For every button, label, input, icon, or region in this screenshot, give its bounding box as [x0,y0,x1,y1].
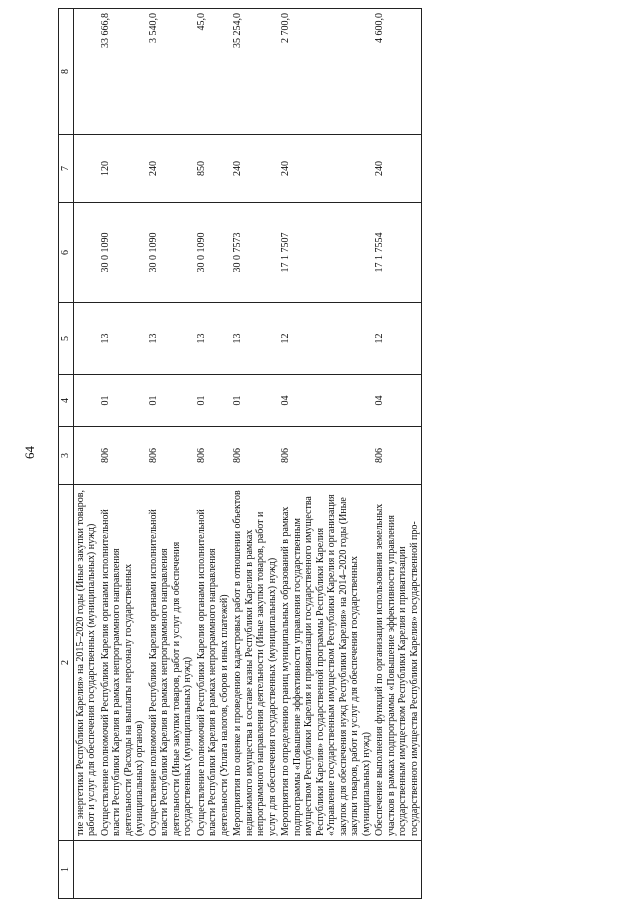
cell-target-article: 17 1 7507 [279,203,373,303]
cell-target-article: 30 0 1090 [99,203,147,303]
cell-amount: 45,0 [195,9,232,135]
header-col-4: 4 [59,375,74,427]
header-col-7: 7 [59,135,74,203]
cell-expense-type: 850 [195,135,232,203]
cell-blank [195,841,232,899]
cell-subsection: 13 [99,303,147,375]
cell-ministry-code: 806 [231,427,279,485]
cell-amount: 33 666,8 [99,9,147,135]
table-row [279,9,373,899]
cell-blank [99,841,147,899]
table-row [373,9,422,899]
cell-amount [73,9,99,135]
cell-subsection: 13 [147,303,195,375]
cell-expense-type: 240 [279,135,373,203]
header-col-8: 8 [59,9,74,135]
cell-ministry-code: 806 [195,427,232,485]
cell-expense-type: 240 [231,135,279,203]
cell-target-article: 30 0 7573 [231,203,279,303]
header-col-3: 3 [59,427,74,485]
cell-target-article: 30 0 1090 [195,203,232,303]
cell-ministry-code: 806 [279,427,373,485]
table-row [99,9,147,899]
cell-amount: 35 254,0 [231,9,279,135]
cell-expense-type [73,135,99,203]
table-row [73,9,99,899]
cell-expense-type: 120 [99,135,147,203]
cell-description: Мероприятия по определению границ муниципальных образований в рамках подпрограммы «Повышение эффективности управления государственным имуществом Республики Карелия и приватизации государственного имущества Республики Карелия» государственной программы Республики Карелия «Управление государственным имуществом Республики Карелия и организация закупок для обеспечения нужд Республики Карелия» на 2014–2020 годы (Иные закупки товаров, работ и услуг для обеспечения государственных (муниципальных) нужд) [279,485,373,841]
cell-subsection: 13 [231,303,279,375]
cell-ministry-code: 806 [373,427,422,485]
cell-expense-type: 240 [373,135,422,203]
header-row [59,9,74,899]
header-col-5: 5 [59,303,74,375]
cell-target-article [73,203,99,303]
cell-blank [231,841,279,899]
cell-amount: 2 700,0 [279,9,373,135]
cell-description: Осуществление полномочий Республики Карелия органами исполнительной власти Республики Карелия в рамках непрограммного направления деятельности (Иные закупки товаров, работ и услуг для обеспечения государственных (муниципальных) нужд) [147,485,195,841]
cell-section: 04 [373,375,422,427]
cell-ministry-code [73,427,99,485]
cell-section: 01 [195,375,232,427]
cell-blank [73,841,99,899]
cell-section: 01 [231,375,279,427]
cell-section [73,375,99,427]
cell-subsection: 13 [195,303,232,375]
cell-blank [147,841,195,899]
cell-description: Мероприятия по оценке и проведению кадастровых работ в отношении объектов недвижимого имущества в составе казны Республики Карелия в рамках непрограммного направления деятельности (Иные закупки товаров, работ и услуг для обеспечения государственных (муниципальных) нужд) [231,485,279,841]
cell-amount: 3 540,0 [147,9,195,135]
table-row [147,9,195,899]
cell-subsection: 12 [279,303,373,375]
cell-section: 04 [279,375,373,427]
cell-target-article: 17 1 7554 [373,203,422,303]
cell-section: 01 [147,375,195,427]
header-col-1: 1 [59,841,74,899]
cell-blank [279,841,373,899]
table-row [195,9,232,899]
cell-description: тие энергетики Республики Карелия» на 2015–2020 годы (Иные закупки товаров, работ и услуг для обеспечения государственных (муниципальных) нужд) [73,485,99,841]
cell-subsection [73,303,99,375]
cell-amount: 4 600,0 [373,9,422,135]
cell-section: 01 [99,375,147,427]
cell-subsection: 12 [373,303,422,375]
cell-ministry-code: 806 [99,427,147,485]
budget-table [58,8,422,899]
cell-ministry-code: 806 [147,427,195,485]
cell-expense-type: 240 [147,135,195,203]
cell-target-article: 30 0 1090 [147,203,195,303]
cell-description: Обеспечение выполнения функций по организации использования земельных участков в рамках подпрограммы «Повышение эффективности управления государственным имуществом Республики Карелия и приватизации государственного имущества Республики Карелия» государственной про- [373,485,422,841]
header-col-6: 6 [59,203,74,303]
header-col-2: 2 [59,485,74,841]
page-number: 64 [22,446,37,459]
table-row [231,9,279,899]
cell-description: Осуществление полномочий Республики Карелия органами исполнительной власти Республики Карелия в рамках непрограммного направления деятельности (Уплата налогов, сборов и иных платежей) [195,485,232,841]
cell-blank [373,841,422,899]
cell-description: Осуществление полномочий Республики Карелия органами исполнительной власти Республики Карелия в рамках непрограммного направления деятельности (Расходы на выплаты персоналу государственных (муниципальных) органов) [99,485,147,841]
